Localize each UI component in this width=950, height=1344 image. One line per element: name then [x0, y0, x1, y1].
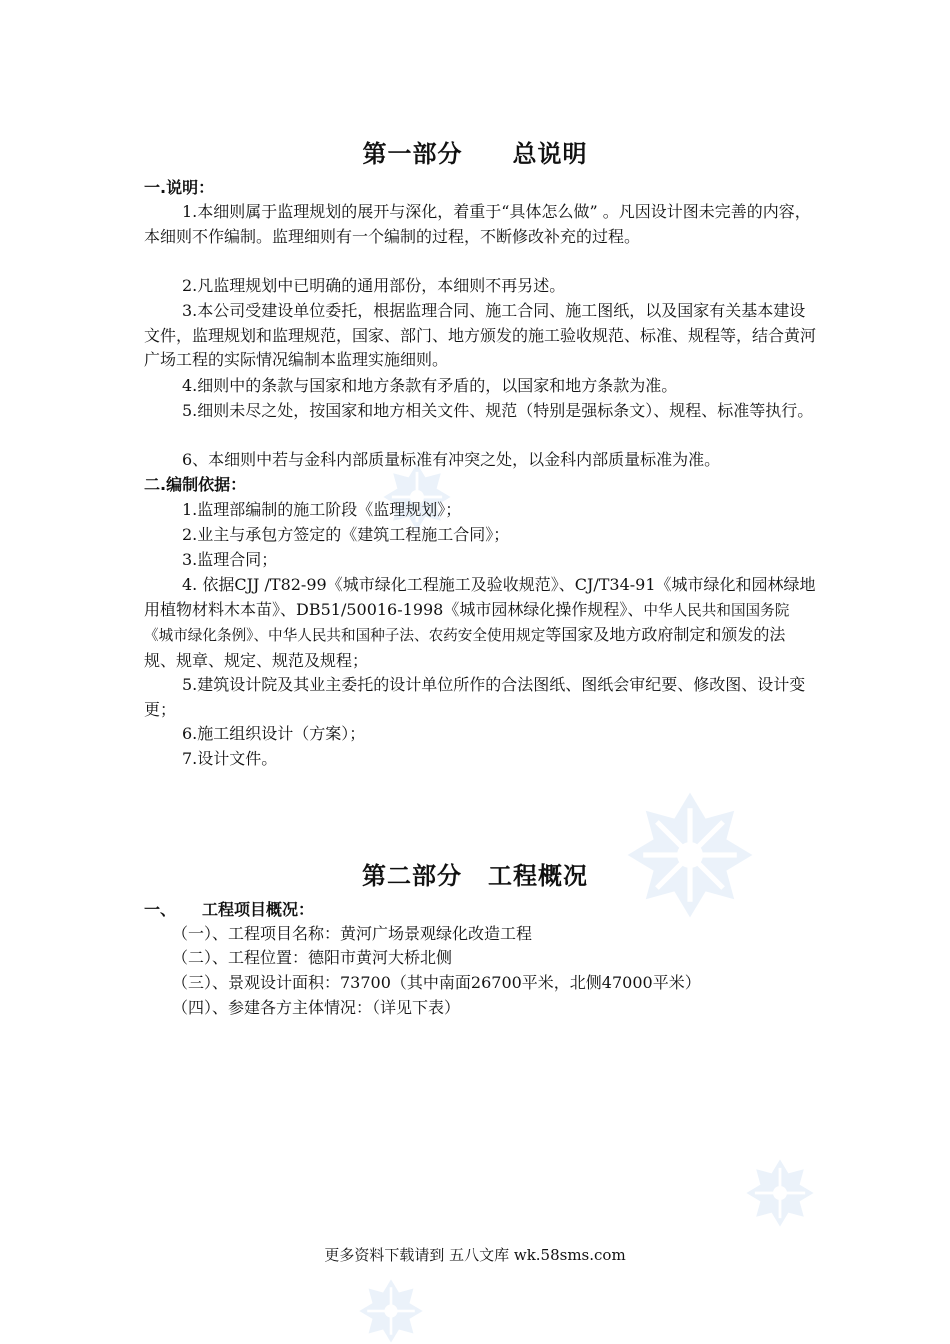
paragraph: 5.细则未尽之处，按国家和地方相关文件、规范（特别是强标条文）、规程、标准等执行。 — [182, 401, 814, 420]
section-heading-text: 工程项目概况： — [202, 900, 315, 919]
part2-title-number: 第二部分 — [362, 862, 462, 890]
list-item: （三）、景观设计面积：73700（其中南面26700平米，北侧47000平米） — [172, 973, 701, 992]
page-footer: 更多资料下载请到 五八文库 wk.58sms.com — [324, 1246, 626, 1264]
list-item: 1.监理部编制的施工阶段《监理规划》； — [182, 500, 462, 519]
list-item: （一）、工程项目名称：黄河广场景观绿化改造工程 — [172, 924, 533, 943]
list-item: 5.建筑设计院及其业主委托的设计单位所作的合法图纸、图纸会审纪要、修改图、设计变更； — [144, 675, 806, 719]
list-item-text: 等国家及地方政府制定和颁发的法规、规章、规定、规范及规程； — [144, 625, 786, 670]
list-item: 6.施工组织设计（方案）； — [182, 724, 366, 743]
list-item: 2.业主与承包方签定的《建筑工程施工合同》； — [182, 525, 510, 544]
list-item: （四）、参建各方主体情况：（详见下表） — [172, 998, 461, 1017]
paragraph: 6、本细则中若与金科内部质量标准有冲突之处，以金科内部质量标准为准。 — [182, 450, 721, 469]
part1-title-number: 第一部分 — [362, 140, 463, 168]
list-item — [144, 573, 816, 673]
list-item: 3.监理合同； — [182, 550, 278, 569]
part2-title-text: 工程概况 — [488, 862, 588, 890]
section-number: 一、 — [144, 900, 177, 919]
list-item-text: 中华人民共和国国务院《城市绿化条例》、中华人民共和国种子法、农药安全使用规定 — [144, 601, 790, 644]
part1-title-text: 总说明 — [512, 140, 588, 168]
snowflake-watermark-icon — [625, 790, 755, 920]
list-item: （二）、工程位置：德阳市黄河大桥北侧 — [172, 948, 453, 967]
paragraph: 4.细则中的条款与国家和地方条款有矛盾的，以国家和地方条款为准。 — [182, 376, 678, 395]
paragraph: 1.本细则属于监理规划的展开与深化，着重于“具体怎么做” 。凡因设计图未完善的内容，本细则不作编制。监理细则有一个编制的过程，不断修改补充的过程。 — [144, 202, 811, 246]
part1-title — [0, 134, 950, 169]
section-heading-explanation: 一.说明： — [144, 178, 215, 197]
paragraph: 3.本公司受建设单位委托，根据监理合同、施工合同、施工图纸，以及国家有关基本建设文件，监理规划和监理规范，国家、部门、地方颁发的施工验收规范、标准、规程等，结合黄河广场工程的实际情况编制本监理实施细则。 — [144, 301, 817, 369]
section-heading-overview — [144, 898, 314, 922]
snowflake-watermark-icon — [745, 1158, 815, 1228]
list-item: 7.设计文件。 — [182, 749, 278, 768]
part2-title — [0, 856, 950, 891]
list-item-text: 4. 依据CJJ /T82-99《城市绿化工程施工及验收规范》、CJ/T34-91《城市绿化和园林绿地用植物材料木本苗》、DB51/50016-1998《城市园林绿化操作规程》、 — [144, 575, 816, 619]
paragraph: 2.凡监理规划中已明确的通用部份，本细则不再另述。 — [182, 276, 566, 295]
snowflake-watermark-icon — [355, 1278, 427, 1344]
section-heading-basis: 二.编制依据： — [144, 475, 247, 494]
